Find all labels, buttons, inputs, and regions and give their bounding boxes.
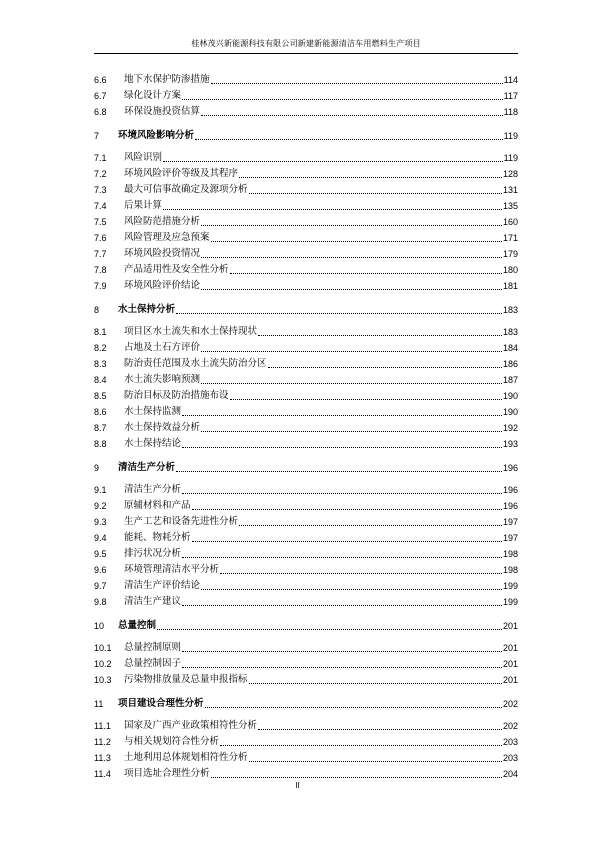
toc-entry-page: 184	[502, 343, 518, 353]
toc-entry-page: 118	[503, 107, 518, 117]
toc-entry-number: 9	[94, 463, 100, 473]
toc-entry-title: 风险管理及应急预案	[124, 232, 210, 243]
toc-entry-title: 水土保持效益分析	[124, 422, 201, 433]
toc-entry-page: 201	[502, 659, 518, 669]
toc-section-entry[interactable]	[94, 460, 518, 474]
toc-subsection-entry[interactable]	[94, 324, 518, 338]
dot-leader	[211, 241, 502, 242]
toc-entry-number: 6.6	[94, 75, 107, 85]
dot-leader	[201, 289, 502, 290]
dot-leader	[249, 193, 502, 194]
toc-entry-title: 生产工艺和设备先进性分析	[124, 516, 239, 527]
toc-section-entry[interactable]	[94, 302, 518, 316]
dot-leader	[182, 651, 502, 652]
toc-section-entry[interactable]	[94, 696, 518, 710]
dot-leader	[239, 177, 502, 178]
toc-entry-title: 水土保持分析	[118, 304, 176, 315]
toc-subsection-entry[interactable]	[94, 356, 518, 370]
toc-entry-page: 199	[502, 581, 518, 591]
toc-entry-page: 179	[502, 249, 518, 259]
toc-subsection-entry[interactable]	[94, 372, 518, 386]
toc-subsection-entry[interactable]	[94, 546, 518, 560]
toc-entry-number: 9.2	[94, 501, 107, 511]
toc-entry-page: 190	[502, 391, 518, 401]
toc-entry-page: 181	[502, 281, 518, 291]
toc-entry-page: 201	[502, 675, 518, 685]
toc-entry-number: 9.5	[94, 549, 107, 559]
toc-entry-number: 9.3	[94, 517, 107, 527]
toc-entry-title: 地下水保护防渗措施	[124, 74, 210, 85]
toc-entry-title: 原辅材料和产品	[124, 500, 191, 511]
toc-subsection-entry[interactable]	[94, 388, 518, 402]
toc-entry-number: 7.9	[94, 281, 107, 291]
toc-entry-number: 8.7	[94, 423, 107, 433]
toc-entry-number: 7.7	[94, 249, 107, 259]
toc-entry-title: 土地利用总体规划相符性分析	[124, 752, 248, 763]
dot-leader	[163, 209, 502, 210]
dot-leader	[249, 683, 502, 684]
toc-entry-page: 119	[503, 153, 518, 163]
toc-entry-number: 8.5	[94, 391, 107, 401]
toc-entry-number: 8.4	[94, 375, 107, 385]
dot-leader	[182, 667, 502, 668]
dot-leader	[182, 99, 503, 100]
dot-leader	[182, 447, 502, 448]
dot-leader	[157, 629, 502, 630]
toc-entry-number: 10.1	[94, 643, 112, 653]
toc-entry-number: 11.3	[94, 753, 111, 763]
toc-entry-number: 11.4	[94, 769, 111, 779]
toc-entry-number: 9.7	[94, 581, 107, 591]
toc-entry-number: 11.2	[94, 737, 111, 747]
toc-entry-page: 203	[502, 737, 518, 747]
toc-entry-number: 10	[94, 621, 105, 631]
toc-entry-title: 环境风险投资情况	[124, 248, 201, 259]
toc-entry-title: 项目区水土流失和水土保持现状	[124, 326, 258, 337]
dot-leader	[220, 573, 502, 574]
toc-subsection-entry[interactable]	[94, 734, 518, 748]
toc-entry-title: 环境风险影响分析	[118, 130, 195, 141]
toc-subsection-entry[interactable]	[94, 88, 518, 102]
toc-entry-page: 196	[502, 501, 518, 511]
toc-subsection-entry[interactable]	[94, 340, 518, 354]
toc-entry-number: 7	[94, 131, 100, 141]
toc-entry-title: 清洁生产建议	[124, 596, 182, 607]
toc-subsection-entry[interactable]	[94, 436, 518, 450]
toc-entry-title: 水土保持监测	[124, 406, 182, 417]
running-header: 桂林茂兴新能源科技有限公司新建新能源清洁车用燃料生产项目	[191, 39, 421, 48]
toc-entry-page: 183	[502, 305, 518, 315]
toc-entry-title: 清洁生产评价结论	[124, 580, 201, 591]
toc-entry-title: 防治责任范围及水土流失防治分区	[124, 358, 267, 369]
toc-subsection-entry[interactable]	[94, 594, 518, 608]
toc-entry-number: 9.4	[94, 533, 107, 543]
toc-entry-number: 8.6	[94, 407, 107, 417]
dot-leader	[182, 415, 502, 416]
dot-leader	[201, 431, 502, 432]
toc-entry-number: 8.3	[94, 359, 107, 369]
dot-leader	[230, 399, 502, 400]
toc-subsection-entry[interactable]	[94, 214, 518, 228]
dot-leader	[205, 707, 502, 708]
toc-entry-page: 201	[502, 643, 518, 653]
toc-subsection-entry[interactable]	[94, 230, 518, 244]
toc-entry-page: 192	[502, 423, 518, 433]
dot-leader	[182, 493, 502, 494]
toc-entry-title: 清洁生产分析	[118, 462, 176, 473]
dot-leader	[258, 335, 502, 336]
toc-entry-page: 128	[502, 169, 518, 179]
dot-leader	[201, 351, 502, 352]
dot-leader	[239, 525, 502, 526]
toc-entry-page: 198	[502, 549, 518, 559]
dot-leader	[201, 115, 503, 116]
header-divider	[94, 53, 518, 54]
toc-entry-page: 114	[503, 75, 518, 85]
toc-entry-number: 7.8	[94, 265, 107, 275]
toc-entry-page: 117	[503, 91, 518, 101]
toc-entry-page: 204	[502, 769, 518, 779]
toc-entry-page: 186	[502, 359, 518, 369]
toc-entry-page: 197	[502, 533, 518, 543]
toc-subsection-entry[interactable]	[94, 562, 518, 576]
toc-subsection-entry[interactable]	[94, 578, 518, 592]
toc-entry-number: 10.2	[94, 659, 112, 669]
toc-entry-number: 6.7	[94, 91, 107, 101]
dot-leader	[201, 383, 502, 384]
toc-entry-page: 198	[502, 565, 518, 575]
toc-entry-page: 196	[502, 485, 518, 495]
toc-entry-title: 后果计算	[124, 200, 163, 211]
toc-entry-title: 防治目标及防治措施布设	[124, 390, 229, 401]
dot-leader	[163, 161, 503, 162]
toc-subsection-entry[interactable]	[94, 640, 518, 654]
dot-leader	[182, 605, 502, 606]
toc-entry-title: 环境管理清洁水平分析	[124, 564, 220, 575]
toc-entry-title: 绿化设计方案	[124, 90, 182, 101]
toc-entry-page: 135	[502, 201, 518, 211]
dot-leader	[201, 589, 502, 590]
toc-entry-number: 8.1	[94, 327, 107, 337]
toc-entry-number: 11.1	[94, 721, 111, 731]
dot-leader	[182, 557, 502, 558]
toc-entry-page: 180	[502, 265, 518, 275]
toc-entry-page: 160	[502, 217, 518, 227]
dot-leader	[220, 745, 502, 746]
toc-entry-title: 风险识别	[124, 152, 163, 163]
toc-entry-number: 9.6	[94, 565, 107, 575]
toc-entry-title: 能耗、物耗分析	[124, 532, 191, 543]
toc-subsection-entry[interactable]	[94, 420, 518, 434]
toc-entry-title: 风险防范措施分析	[124, 216, 201, 227]
toc-entry-number: 9.8	[94, 597, 107, 607]
toc-section-entry[interactable]	[94, 618, 518, 632]
toc-entry-title: 环保设施投资估算	[124, 106, 201, 117]
toc-entry-page: 190	[502, 407, 518, 417]
toc-subsection-entry[interactable]	[94, 672, 518, 686]
toc-entry-title: 水土保持结论	[124, 438, 182, 449]
toc-entry-number: 11	[94, 699, 104, 709]
toc-subsection-entry[interactable]	[94, 166, 518, 180]
dot-leader	[192, 509, 502, 510]
toc-entry-page: 202	[502, 699, 518, 709]
toc-entry-number: 10.3	[94, 675, 112, 685]
toc-subsection-entry[interactable]	[94, 182, 518, 196]
toc-entry-number: 6.8	[94, 107, 107, 117]
toc-entry-title: 水土流失影响预测	[124, 374, 201, 385]
toc-entry-title: 项目选址合理性分析	[124, 768, 210, 779]
toc-entry-title: 项目建设合理性分析	[118, 698, 204, 709]
toc-entry-page: 202	[502, 721, 518, 731]
toc-entry-title: 总量控制原则	[124, 642, 182, 653]
toc-entry-title: 总量控制	[118, 620, 157, 631]
dot-leader	[211, 83, 503, 84]
toc-subsection-entry[interactable]	[94, 718, 518, 732]
toc-entry-page: 196	[502, 463, 518, 473]
toc-entry-title: 占地及土石方评价	[124, 342, 201, 353]
toc-entry-page: 171	[502, 233, 518, 243]
toc-subsection-entry[interactable]	[94, 656, 518, 670]
dot-leader	[201, 257, 502, 258]
toc-subsection-entry[interactable]	[94, 498, 518, 512]
dot-leader	[268, 367, 502, 368]
page-number: II	[295, 781, 300, 790]
dot-leader	[195, 139, 503, 140]
toc-entry-page: 199	[502, 597, 518, 607]
toc-entry-page: 193	[502, 439, 518, 449]
toc-entry-page: 183	[502, 327, 518, 337]
toc-entry-title: 产品适用性及安全性分析	[124, 264, 229, 275]
toc-entry-title: 环境风险评价等级及其程序	[124, 168, 239, 179]
dot-leader	[230, 273, 502, 274]
toc-entry-page: 187	[502, 375, 518, 385]
toc-subsection-entry[interactable]	[94, 404, 518, 418]
toc-entry-number: 7.5	[94, 217, 107, 227]
toc-subsection-entry[interactable]	[94, 198, 518, 212]
toc-entry-title: 最大可信事故确定及源项分析	[124, 184, 248, 195]
dot-leader	[249, 761, 502, 762]
toc-entry-title: 排污状况分析	[124, 548, 182, 559]
toc-subsection-entry[interactable]	[94, 150, 518, 164]
toc-subsection-entry[interactable]	[94, 72, 518, 86]
toc-subsection-entry[interactable]	[94, 482, 518, 496]
toc-entry-number: 8	[94, 305, 100, 315]
toc-entry-number: 7.2	[94, 169, 107, 179]
toc-entry-number: 9.1	[94, 485, 107, 495]
toc-entry-title: 清洁生产分析	[124, 484, 182, 495]
toc-entry-title: 环境风险评价结论	[124, 280, 201, 291]
toc-entry-number: 7.3	[94, 185, 107, 195]
toc-entry-page: 201	[502, 621, 518, 631]
dot-leader	[176, 471, 502, 472]
toc-entry-title: 总量控制因子	[124, 658, 182, 669]
toc-subsection-entry[interactable]	[94, 262, 518, 276]
toc-entry-number: 8.8	[94, 439, 107, 449]
toc-subsection-entry[interactable]	[94, 530, 518, 544]
toc-entry-title: 国家及广西产业政策相符性分析	[124, 720, 258, 731]
toc-subsection-entry[interactable]	[94, 766, 518, 780]
toc-entry-title: 与相关规划符合性分析	[124, 736, 220, 747]
toc-subsection-entry[interactable]	[94, 246, 518, 260]
toc-entry-number: 7.4	[94, 201, 107, 211]
toc-entry-page: 203	[502, 753, 518, 763]
toc-subsection-entry[interactable]	[94, 514, 518, 528]
toc-entry-number: 7.6	[94, 233, 107, 243]
dot-leader	[201, 225, 502, 226]
toc-subsection-entry[interactable]	[94, 104, 518, 118]
dot-leader	[258, 729, 502, 730]
toc-subsection-entry[interactable]	[94, 750, 518, 764]
dot-leader	[211, 777, 502, 778]
toc-section-entry[interactable]	[94, 128, 518, 142]
dot-leader	[176, 313, 502, 314]
toc-entry-page: 119	[503, 131, 518, 141]
toc-entry-page: 197	[502, 517, 518, 527]
toc-entry-number: 7.1	[94, 153, 107, 163]
toc-entry-title: 污染物排放量及总量申报指标	[124, 674, 248, 685]
toc-subsection-entry[interactable]	[94, 278, 518, 292]
toc-entry-page: 131	[502, 185, 518, 195]
toc-entry-number: 8.2	[94, 343, 107, 353]
dot-leader	[192, 541, 502, 542]
